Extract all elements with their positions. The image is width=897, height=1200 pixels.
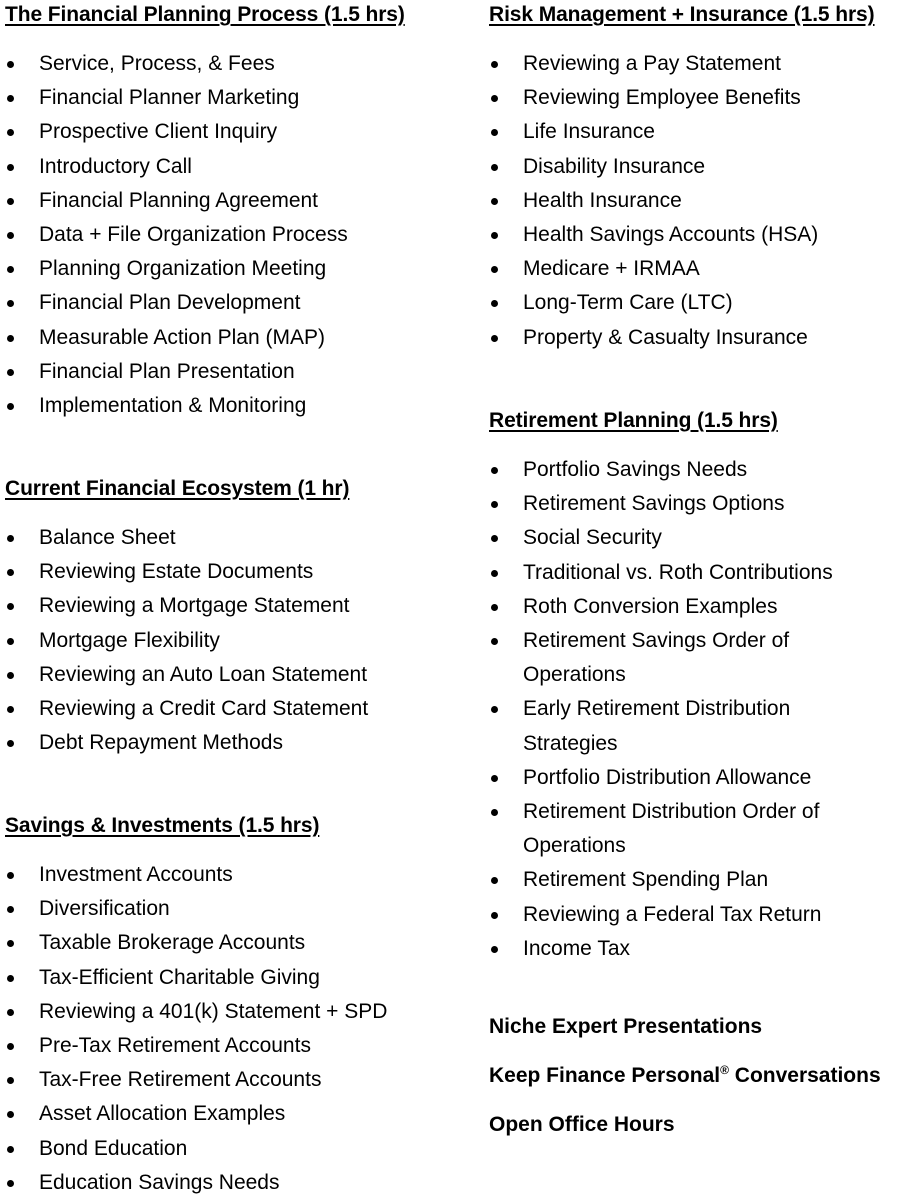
topic-list xyxy=(5,521,368,760)
list-item-label: Retirement Savings Options xyxy=(523,492,785,516)
list-item xyxy=(5,115,348,149)
list-item xyxy=(5,961,387,995)
list-item-label: Strategies xyxy=(523,731,618,755)
list-item xyxy=(5,389,348,423)
list-item xyxy=(489,590,833,624)
section-heading: Savings & Investments (1.5 hrs) xyxy=(5,814,320,837)
list-item xyxy=(489,692,833,726)
keep-finance-personal-conversations xyxy=(489,1061,881,1091)
list-item-label: Bond Education xyxy=(39,1136,188,1160)
list-item xyxy=(5,926,387,960)
list-item xyxy=(5,1029,387,1063)
list-item-label: Diversification xyxy=(39,897,170,921)
list-item-label: Retirement Savings Order of xyxy=(523,629,790,653)
list-item xyxy=(5,658,368,692)
list-item-label: Portfolio Distribution Allowance xyxy=(523,765,812,789)
list-item-label: Health Insurance xyxy=(523,188,682,212)
list-item-label: Traditional vs. Roth Contributions xyxy=(523,560,833,584)
list-item xyxy=(489,47,818,81)
list-item xyxy=(489,218,818,252)
list-item xyxy=(489,115,818,149)
keep-finance-label: Keep Finance Personal xyxy=(489,1064,721,1087)
list-item xyxy=(489,932,833,966)
list-item-label: Pre-Tax Retirement Accounts xyxy=(39,1034,311,1058)
list-item-label: Life Insurance xyxy=(523,120,655,144)
list-item xyxy=(489,521,833,555)
list-item xyxy=(5,521,368,555)
list-item-label: Introductory Call xyxy=(39,154,192,178)
list-item-label: Prospective Client Inquiry xyxy=(39,120,278,144)
open-office-hours: Open Office Hours xyxy=(489,1113,675,1136)
list-item xyxy=(5,355,348,389)
list-item xyxy=(489,321,818,355)
list-item xyxy=(5,892,387,926)
list-item xyxy=(489,150,818,184)
list-item-label: Implementation & Monitoring xyxy=(39,394,307,418)
list-item xyxy=(5,184,348,218)
list-item xyxy=(5,692,368,726)
topic-list xyxy=(489,453,833,966)
list-item-label: Operations xyxy=(523,834,626,858)
list-item-label: Mortgage Flexibility xyxy=(39,628,220,652)
list-item-label: Financial Plan Presentation xyxy=(39,359,295,383)
list-item xyxy=(5,1166,387,1200)
list-item-label: Income Tax xyxy=(523,936,630,960)
list-item xyxy=(5,218,348,252)
topic-list xyxy=(5,858,387,1200)
section-risk-management xyxy=(489,0,894,349)
topic-list xyxy=(5,47,348,423)
list-item xyxy=(5,555,368,589)
list-item-label: Tax-Free Retirement Accounts xyxy=(39,1068,322,1092)
list-item xyxy=(5,81,348,115)
list-item-continuation xyxy=(489,727,833,761)
list-item-label: Retirement Distribution Order of xyxy=(523,800,820,824)
list-item xyxy=(489,286,818,320)
list-item-label: Financial Planner Marketing xyxy=(39,86,300,110)
list-item xyxy=(5,286,348,320)
list-item xyxy=(5,321,348,355)
list-item-label: Financial Plan Development xyxy=(39,291,301,315)
list-item xyxy=(5,995,387,1029)
section-heading: The Financial Planning Process (1.5 hrs) xyxy=(5,3,405,26)
list-item-label: Asset Allocation Examples xyxy=(39,1102,286,1126)
list-item-label: Balance Sheet xyxy=(39,526,176,549)
list-item-label: Health Savings Accounts (HSA) xyxy=(523,223,819,247)
list-item xyxy=(5,1063,387,1097)
list-item-label: Reviewing Employee Benefits xyxy=(523,86,801,110)
list-item-label: Education Savings Needs xyxy=(39,1170,280,1194)
list-item-label: Debt Repayment Methods xyxy=(39,731,283,755)
list-item-continuation xyxy=(489,829,833,863)
list-item xyxy=(5,150,348,184)
list-item-label: Reviewing a Mortgage Statement xyxy=(39,594,350,618)
section-retirement-planning xyxy=(489,406,894,960)
list-item-label: Operations xyxy=(523,663,626,687)
list-item-label: Financial Planning Agreement xyxy=(39,188,319,212)
list-item-label: Long-Term Care (LTC) xyxy=(523,291,733,315)
list-item xyxy=(489,795,833,829)
topic-list xyxy=(489,47,818,355)
conversations-label: Conversations xyxy=(728,1064,881,1087)
list-item xyxy=(489,898,833,932)
list-item-label: Reviewing a Credit Card Statement xyxy=(39,697,369,721)
list-item-label: Taxable Brokerage Accounts xyxy=(39,931,306,955)
list-item xyxy=(489,81,818,115)
list-item xyxy=(5,1097,387,1131)
list-item-label: Early Retirement Distribution xyxy=(523,697,791,721)
list-item-label: Property & Casualty Insurance xyxy=(523,325,808,349)
list-item xyxy=(5,252,348,286)
niche-expert-presentations: Niche Expert Presentations xyxy=(489,1015,763,1038)
section-heading: Current Financial Ecosystem (1 hr) xyxy=(5,477,350,500)
list-item-label: Portfolio Savings Needs xyxy=(523,458,748,481)
section-current-financial-ecosystem xyxy=(5,474,450,755)
list-item xyxy=(489,624,833,658)
list-item xyxy=(489,184,818,218)
list-item-label: Measurable Action Plan (MAP) xyxy=(39,325,325,349)
section-heading: Risk Management + Insurance (1.5 hrs) xyxy=(489,3,875,26)
list-item xyxy=(5,624,368,658)
list-item-label: Service, Process, & Fees xyxy=(39,52,275,75)
list-item xyxy=(489,487,833,521)
list-item-label: Retirement Spending Plan xyxy=(523,868,769,892)
list-item-label: Planning Organization Meeting xyxy=(39,257,327,281)
list-item-label: Roth Conversion Examples xyxy=(523,594,778,618)
list-item-label: Reviewing a Federal Tax Return xyxy=(523,902,822,926)
list-item xyxy=(489,453,833,487)
list-item-label: Reviewing a Pay Statement xyxy=(523,52,781,75)
list-item-label: Reviewing a 401(k) Statement + SPD xyxy=(39,999,388,1023)
list-item-label: Tax-Efficient Charitable Giving xyxy=(39,965,320,989)
registered-mark: ® xyxy=(720,1063,729,1077)
list-item xyxy=(5,589,368,623)
section-heading: Retirement Planning (1.5 hrs) xyxy=(489,409,778,432)
list-item xyxy=(5,47,348,81)
list-item-label: Reviewing Estate Documents xyxy=(39,560,314,584)
list-item xyxy=(489,556,833,590)
list-item-continuation xyxy=(489,658,833,692)
section-financial-planning-process xyxy=(5,0,450,418)
list-item xyxy=(489,761,833,795)
list-item xyxy=(5,726,368,760)
section-savings-investments xyxy=(5,811,450,1194)
list-item-label: Social Security xyxy=(523,526,662,550)
list-item xyxy=(5,858,387,892)
list-item xyxy=(489,252,818,286)
list-item-label: Investment Accounts xyxy=(39,863,233,886)
list-item-label: Disability Insurance xyxy=(523,154,706,178)
list-item xyxy=(489,863,833,897)
list-item-label: Data + File Organization Process xyxy=(39,223,348,247)
list-item xyxy=(5,1132,387,1166)
list-item-label: Medicare + IRMAA xyxy=(523,257,700,281)
list-item-label: Reviewing an Auto Loan Statement xyxy=(39,662,368,686)
